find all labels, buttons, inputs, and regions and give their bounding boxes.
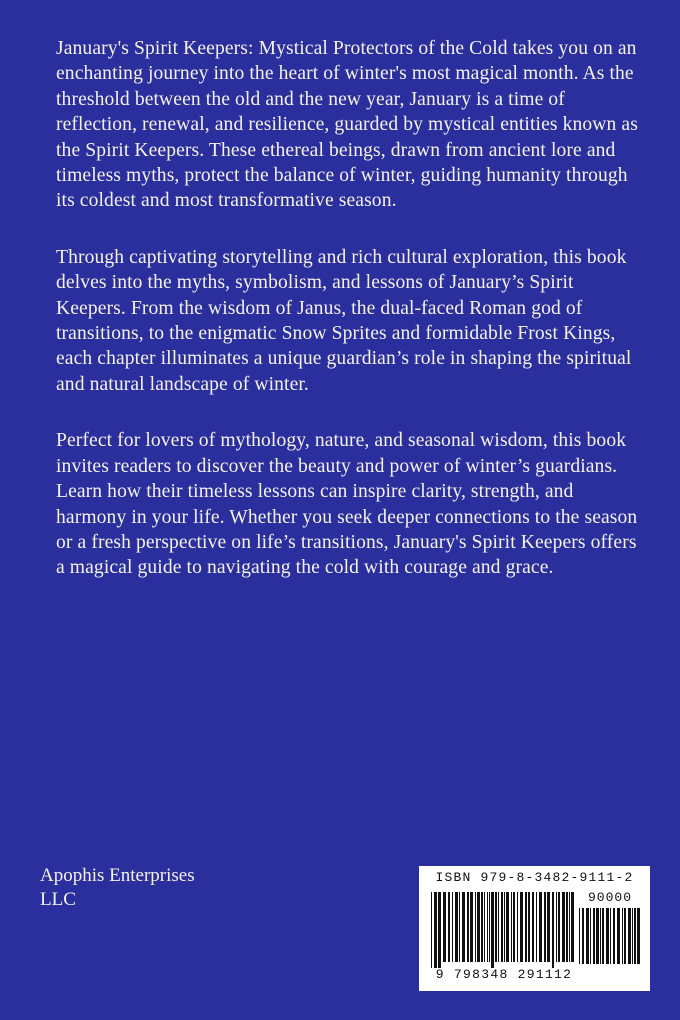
barcode-bar	[462, 892, 465, 962]
barcode-bar	[586, 908, 589, 964]
barcode-bar	[504, 892, 505, 962]
description-paragraph-3: Perfect for lovers of mythology, nature, and seasonal wisdom, this book invites readers to discover the beauty and power of winter’s guardians. Learn how their timeless lessons can inspire clarity, strength, and harmony in your life. Whether you seek deeper connections to the season or a fresh perspective on life’s transitions, January's Spirit Keepers offers a magical guide to navigating the cold with courage and grace.	[56, 430, 638, 579]
publisher-line-2: LLC	[40, 889, 76, 910]
book-description	[56, 36, 641, 612]
barcode-bar	[431, 892, 432, 968]
barcode-bar	[628, 908, 631, 964]
barcode-bar	[438, 892, 441, 968]
barcode-bar	[613, 908, 615, 964]
barcode-bar	[448, 892, 450, 962]
barcode-bar	[579, 908, 580, 964]
barcode-bar	[596, 908, 599, 964]
ean-barcode-bars	[431, 892, 577, 968]
barcode-bar	[632, 908, 633, 964]
barcode-bar	[517, 892, 518, 962]
description-paragraph-2: Through captivating storytelling and rich cultural exploration, this book delves into the myths, symbolism, and lessons of January’s Spirit Keepers. From the wisdom of Janus, the dual-faced Roman god of transitions, to the enigmatic Snow Sprites and formidable Frost Kings, each chapter illuminates a unique guardian’s role in shaping the spiritual and natural landscape of winter.	[56, 246, 632, 395]
barcode-bar	[624, 908, 626, 964]
barcode-bar	[610, 908, 611, 964]
barcode-bar	[600, 908, 601, 964]
barcode-bar	[569, 892, 570, 962]
barcode-bar	[552, 892, 554, 968]
barcode-bar	[484, 892, 485, 962]
barcode-bar	[622, 908, 623, 964]
addon-digits: 90000	[587, 890, 632, 905]
barcode-bar	[506, 892, 509, 962]
publisher-name	[40, 864, 195, 912]
barcode-bar	[452, 892, 453, 962]
barcode-bar	[459, 892, 460, 962]
barcode-bar	[477, 892, 480, 962]
barcode-bar	[532, 892, 534, 962]
barcode-bar	[544, 892, 546, 962]
barcode-bar	[489, 892, 490, 962]
barcode-bar	[590, 908, 591, 964]
barcode-bar	[539, 892, 542, 962]
barcode-bar	[637, 908, 640, 964]
barcode-bar	[434, 892, 437, 968]
description-paragraph-1: January's Spirit Keepers: Mystical Protectors of the Cold takes you on an enchanting journey into the heart of winter's most magical month. As the threshold between the old and the new year, January is a time of reflection, renewal, and resilience, guarded by mystical entities known as the Spirit Keepers. These ethereal beings, drawn from ancient lore and timeless myths, protect the balance of winter, guiding humanity through its coldest and most transformative season.	[56, 38, 638, 212]
barcode-bar	[571, 892, 574, 962]
barcode-bar	[498, 892, 499, 962]
barcode-bar	[481, 892, 483, 962]
isbn-label: ISBN 979-8-3482-9111-2	[435, 870, 634, 885]
barcode-bar	[528, 892, 530, 962]
barcode-bar	[536, 892, 537, 962]
addon-barcode-bars	[579, 908, 641, 964]
ean-digits: 9 798348 291112	[435, 967, 573, 982]
barcode-bar	[475, 892, 476, 962]
barcode-bar	[556, 892, 557, 962]
barcode-bar	[487, 892, 488, 962]
barcode-bar	[455, 892, 458, 962]
barcode-bar	[593, 908, 595, 964]
barcode-bar	[547, 892, 550, 962]
barcode-bar	[525, 892, 527, 962]
barcode-bar	[617, 908, 620, 964]
barcode-bar	[467, 892, 469, 962]
barcode-bar	[520, 892, 523, 962]
barcode-bar	[491, 892, 494, 968]
barcode-bar	[562, 892, 565, 962]
barcode-bar	[634, 908, 636, 964]
barcode-bar	[495, 892, 497, 962]
barcode-bar	[606, 908, 609, 964]
publisher-line-1: Apophis Enterprises	[40, 865, 195, 886]
barcode-bar	[602, 908, 604, 964]
barcode-bar	[566, 892, 568, 962]
barcode-bar	[470, 892, 473, 962]
barcode-bar	[501, 892, 503, 962]
isbn-barcode	[419, 866, 650, 991]
barcode-bar	[513, 892, 515, 962]
barcode-bar	[582, 908, 584, 964]
barcode-bar	[443, 892, 446, 962]
barcode-bar	[558, 892, 560, 962]
barcode-bar	[511, 892, 512, 962]
